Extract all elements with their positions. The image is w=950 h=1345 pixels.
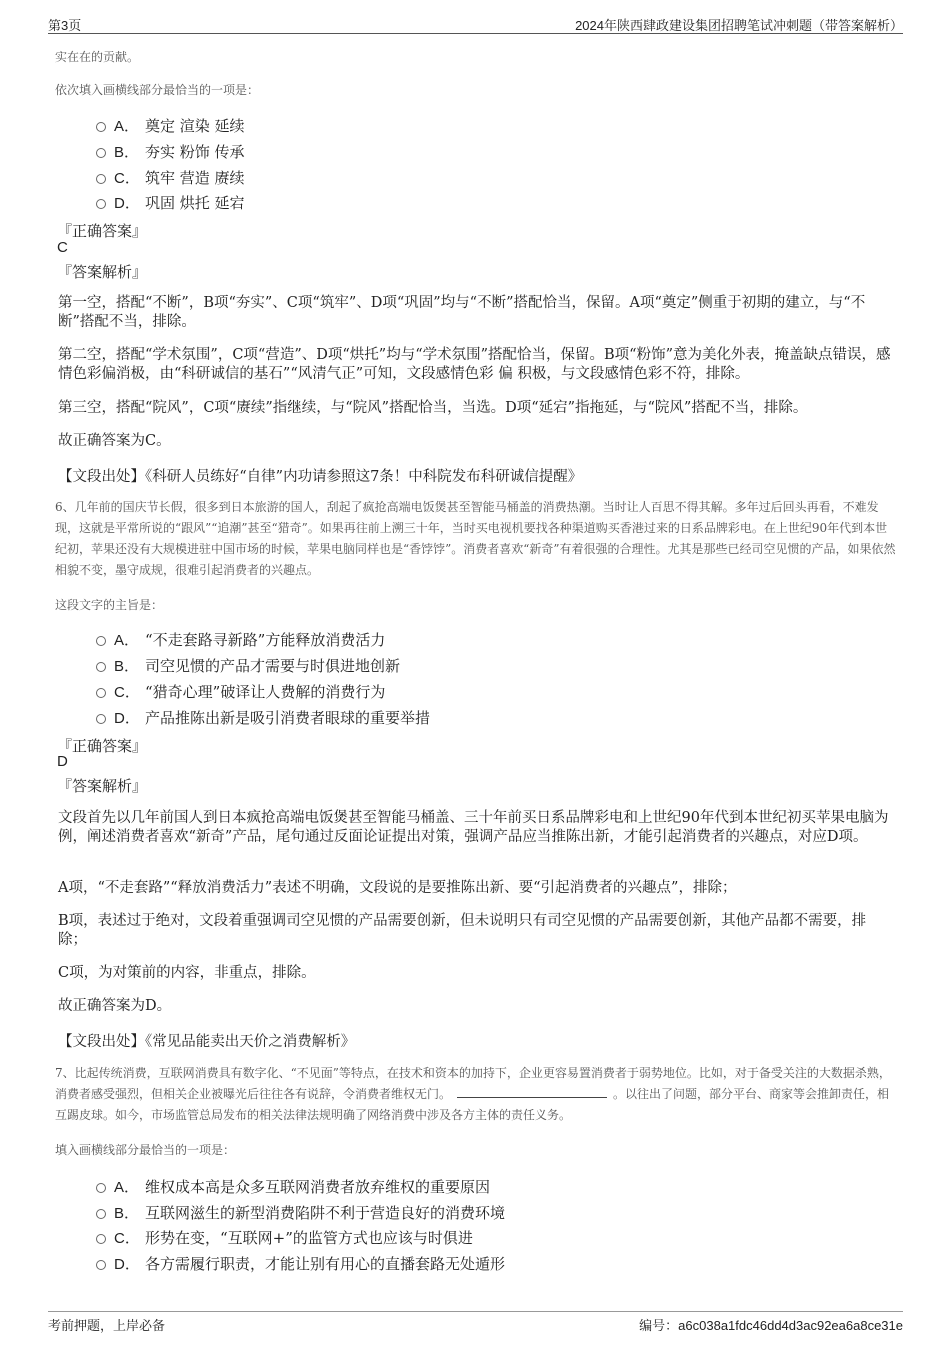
option-label: B． [114, 144, 140, 161]
question-passage: 6、几年前的国庆节长假，很多到日本旅游的国人，刮起了疯抢高端电饭煲甚至智能马桶盖的消费热潮。当时让人百思不得其解。多年过后回头再看，不难发现，这就是平常所说的“跟风”“追潮”甚至“猎奇”。如果再往前上溯三十年，当时买电视机要找各种渠道购买香港过来的日系品牌彩电。在上世纪90年代到本世纪初，苹果还没有大规模进驻中国市场的时候，苹果电脑同样也是“香饽饽”。消费者喜欢“新奇”有着很强的合理性。尤其是那些已经司空见惯的产品，如果依然相貌不变，墨守成规，很难引起消费者的兴趣点。 [55, 500, 896, 577]
source-citation: 【文段出处】《科研人员练好“自律”内功请参照这7条！中科院发布科研诚信提醒》 [58, 469, 583, 485]
option-label: C． [114, 1230, 140, 1247]
option-label: B． [114, 1205, 140, 1222]
radio-icon[interactable] [96, 662, 106, 672]
option-text: 维权成本高是众多互联网消费者放弃维权的重要原因 [145, 1178, 491, 1196]
radio-icon[interactable] [96, 636, 106, 646]
passage-text: 7、比起传统消费，互联网消费具有数字化、“不见面”等特点，在技术和资本的加持下，企业更容易置消费者于弱势地位。比如，对于备受关注的大数据杀熟，消费者感受强烈，但相关企业被曝光后往往各有说辞，令消费者维权无门。 [55, 1066, 891, 1101]
analysis-paragraph: 第一空，搭配“不断”，B项“夯实”、C项“筑牢”、D项“巩固”均与“不断”搭配恰当，保留。A项“奠定”侧重于初期的建立，与“不断”搭配不当，排除。 [58, 295, 866, 330]
option-d[interactable] [96, 1253, 505, 1274]
answer-heading: 『正确答案』 [57, 737, 148, 755]
page-footer [48, 1311, 903, 1334]
radio-icon[interactable] [96, 174, 106, 184]
passage-text: 。以往出了问题，部分平台、商家等会推卸责任，相互踢皮球。如今，市场监管总局发布的相关法律法规明确了网络消费中涉及各方主体的责任义务。 [55, 1087, 890, 1122]
answer-heading: 『正确答案』 [57, 222, 148, 240]
fill-blank [457, 1086, 607, 1098]
option-text: 奠定 渲染 延续 [145, 117, 245, 135]
analysis-paragraph: 第二空，搭配“学术氛围”，C项“营造”、D项“烘托”均与“学术氛围”搭配恰当，保留。B项“粉饰”意为美化外表，掩盖缺点错误，感情色彩偏消极，由“科研诚信的基石”“风清气正”可知，文段感情色彩 偏 积极，与文段感情色彩不符，排除。 [58, 347, 891, 382]
option-text: 各方需履行职责，才能让别有用心的直播套路无处遁形 [145, 1255, 506, 1273]
answer-value: D [57, 753, 68, 770]
option-label: A． [114, 1179, 140, 1196]
option-label: D． [114, 195, 140, 212]
radio-icon[interactable] [96, 688, 106, 698]
option-text: “不走套路寻新路”方能释放消费活力 [145, 631, 386, 649]
radio-icon[interactable] [96, 714, 106, 724]
question-prompt: 这段文字的主旨是： [55, 598, 164, 612]
analysis-heading: 『答案解析』 [57, 777, 148, 795]
option-label: B． [114, 658, 140, 675]
option-label: A． [114, 632, 140, 649]
option-text: 夯实 粉饰 传承 [145, 143, 245, 161]
analysis-conclusion: 故正确答案为D。 [58, 998, 172, 1014]
option-label: D． [114, 1256, 140, 1273]
option-text: 筑牢 营造 赓续 [145, 169, 245, 187]
option-c[interactable] [96, 681, 385, 702]
option-text: 巩固 烘托 延宕 [145, 194, 245, 212]
option-a[interactable] [96, 1176, 490, 1197]
option-text: “猎奇心理”破译让人费解的消费行为 [145, 683, 386, 701]
question-prompt: 填入画横线部分最恰当的一项是： [55, 1143, 236, 1157]
code-label: 编号： [639, 1319, 679, 1334]
option-text: 司空见惯的产品才需要与时俱进地创新 [145, 657, 401, 675]
option-c[interactable] [96, 1227, 473, 1248]
analysis-heading: 『答案解析』 [57, 263, 148, 281]
source-citation: 【文段出处】《常见品能卖出天价之消费解析》 [58, 1034, 356, 1050]
radio-icon[interactable] [96, 122, 106, 132]
option-label: A． [114, 118, 140, 135]
document-code [639, 1315, 903, 1334]
radio-icon[interactable] [96, 1183, 106, 1193]
page-number: 第3页 [48, 18, 82, 33]
analysis-paragraph: B项，表述过于绝对，文段着重强调司空见惯的产品需要创新，但未说明只有司空见惯的产品需要创新，其他产品都不需要，排除； [58, 913, 867, 948]
code-value: a6c038a1fdc46dd4d3ac92ea6a8ce31e [678, 1318, 903, 1333]
radio-icon[interactable] [96, 148, 106, 158]
radio-icon[interactable] [96, 1234, 106, 1244]
option-b[interactable] [96, 655, 400, 676]
answer-value: C [57, 239, 68, 256]
footer-slogan: 考前押题，上岸必备 [48, 1319, 166, 1334]
question-prompt: 依次填入画横线部分最恰当的一项是： [55, 83, 260, 97]
option-text: 互联网滋生的新型消费陷阱不利于营造良好的消费环境 [145, 1204, 506, 1222]
option-text: 形势在变，“互联网+”的监管方式也应该与时俱进 [145, 1229, 473, 1247]
option-text: 产品推陈出新是吸引消费者眼球的重要举措 [145, 709, 431, 727]
radio-icon[interactable] [96, 1209, 106, 1219]
option-label: C． [114, 684, 140, 701]
analysis-paragraph: 第三空，搭配“院风”，C项“赓续”指继续，与“院风”搭配恰当，当选。D项“延宕”指拖延，与“院风”搭配不当，排除。 [58, 400, 808, 416]
option-label: C． [114, 170, 140, 187]
option-b[interactable] [96, 141, 245, 162]
option-b[interactable] [96, 1202, 505, 1223]
radio-icon[interactable] [96, 1260, 106, 1270]
analysis-paragraph: C项，为对策前的内容，非重点，排除。 [58, 965, 316, 981]
analysis-paragraph: 文段首先以几年前国人到日本疯抢高端电饭煲甚至智能马桶盖、三十年前买日系品牌彩电和上世纪90年代到本世纪初买苹果电脑为例，阐述消费者喜欢“新奇”产品，尾句通过反面论证提出对策，强调产品应当推陈出新，才能引起消费者的兴趣点，对应D项。 [58, 810, 889, 845]
passage-tail: 实在在的贡献。 [55, 50, 140, 64]
option-d[interactable] [96, 192, 245, 213]
radio-icon[interactable] [96, 199, 106, 209]
option-c[interactable] [96, 167, 245, 188]
option-label: D． [114, 710, 140, 727]
page-header [48, 14, 903, 34]
analysis-paragraph: A项，“不走套路”“释放消费活力”表述不明确，文段说的是要推陈出新、要“引起消费者的兴趣点”，排除； [58, 880, 737, 896]
question-passage [55, 1063, 897, 1126]
document-title: 2024年陕西肆政建设集团招聘笔试冲刺题（带答案解析） [575, 18, 903, 33]
option-a[interactable] [96, 629, 385, 650]
option-d[interactable] [96, 707, 430, 728]
analysis-conclusion: 故正确答案为C。 [58, 433, 171, 449]
option-a[interactable] [96, 115, 245, 136]
